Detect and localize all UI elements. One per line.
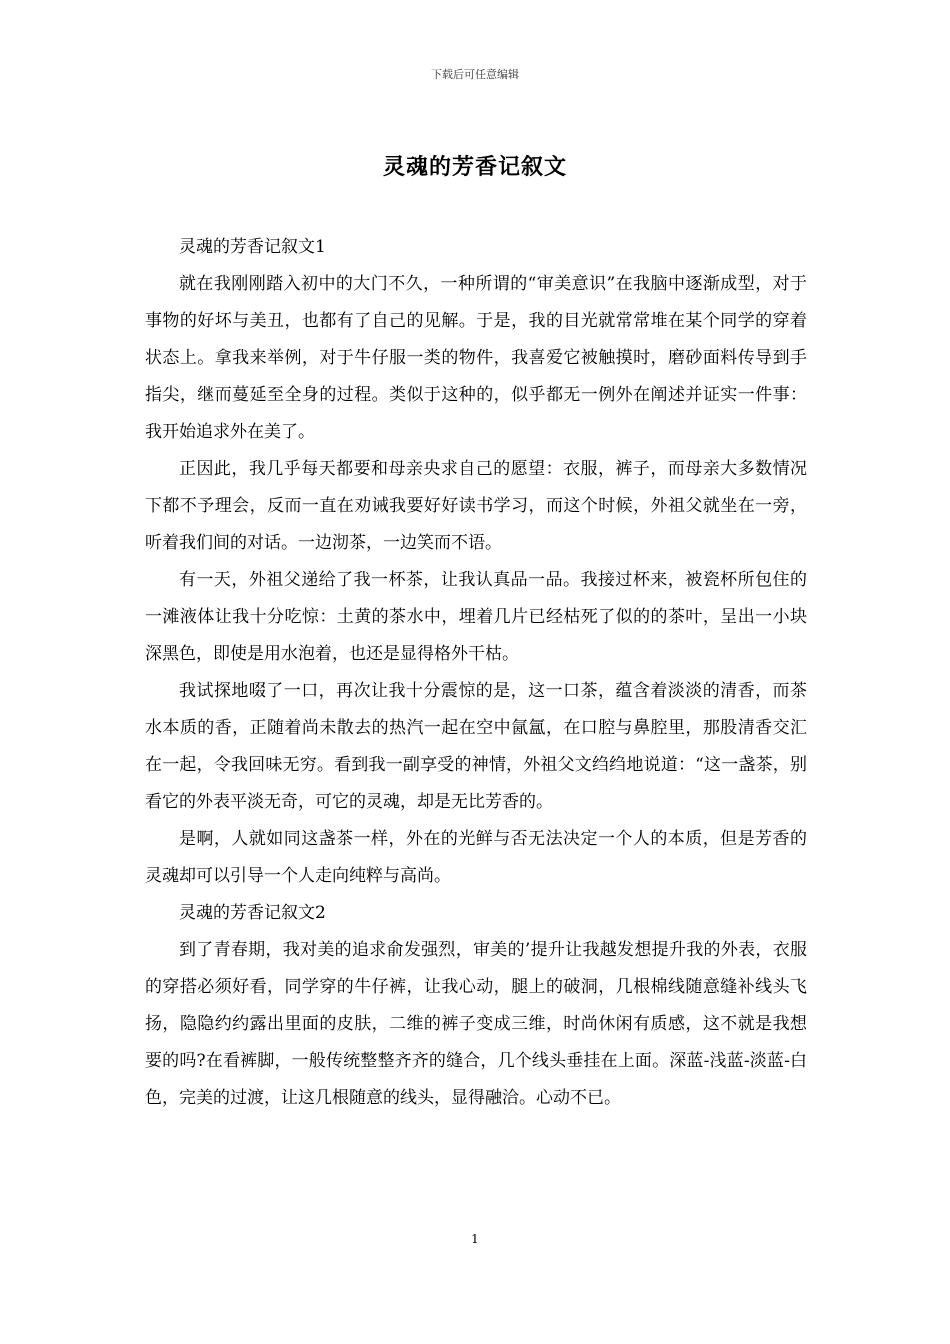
page-header-note: 下载后可任意编辑: [431, 68, 519, 81]
paragraph: 正因此，我几乎每天都要和母亲央求自己的愿望：衣服，裤子，而母亲大多数情况下都不予理会，反而一直在劝诫我要好好读书学习，而这个时候，外祖父就坐在一旁，听着我们间的对话。一边沏茶，一边笑而不语。: [145, 459, 807, 553]
paragraph: 有一天，外祖父递给了我一杯茶，让我认真品一品。我接过杯来，被瓷杯所包住的一滩液体让我十分吃惊：土黄的茶水中，埋着几片已经枯死了似的的茶叶，呈出一小块深黑色，即使是用水泡着，也还是显得格外干枯。: [145, 570, 807, 664]
paragraph: 就在我刚刚踏入初中的大门不久，一种所谓的“审美意识”在我脑中逐渐成型，对于事物的好坏与美丑，也都有了自己的见解。于是，我的目光就常常堆在某个同学的穿着状态上。拿我来举例，对于牛仔服一类的物件，我喜爱它被触摸时，磨砂面料传导到手指尖，继而蔓延至全身的过程。类似于这种的，似乎都无一例外在阐述并证实一件事：我开始追求外在美了。: [145, 274, 807, 442]
section-heading: 灵魂的芳香记叙文1: [179, 237, 326, 257]
paragraph: 是啊，人就如同这盏茶一样，外在的光鲜与否无法决定一个人的本质，但是芳香的灵魂却可以引导一个人走向纯粹与高尚。: [145, 829, 807, 886]
section-heading: 灵魂的芳香记叙文2: [179, 903, 326, 923]
page-number: 1: [471, 1232, 479, 1246]
paragraph: 到了青春期，我对美的追求俞发强烈，审美的’提升让我越发想提升我的外表，衣服的穿搭必须好看，同学穿的牛仔裤，让我心动，腿上的破洞，几根棉线随意缝补线头飞扬，隐隐约约露出里面的皮肤，二维的裤子变成三维，时尚休闲有质感，这不就是我想要的吗?在看裤脚，一般传统整整齐齐的缝合，几个线头垂挂在上面。深蓝-浅蓝-淡蓝-白色，完美的过渡，让这几根随意的线头，显得融洽。心动不已。: [145, 940, 807, 1108]
document-title: 灵魂的芳香记叙文: [382, 154, 567, 180]
paragraph: 我试探地啜了一口，再次让我十分震惊的是，这一口茶，蕴含着淡淡的清香，而茶水本质的香，正随着尚未散去的热汽一起在空中氤氲，在口腔与鼻腔里，那股清香交汇在一起，令我回味无穷。看到我一副享受的神情，外祖父文绉绉地说道：“这一盏茶，别看它的外表平淡无奇，可它的灵魂，却是无比芳香的。: [145, 681, 807, 812]
document-body: [145, 229, 807, 1117]
